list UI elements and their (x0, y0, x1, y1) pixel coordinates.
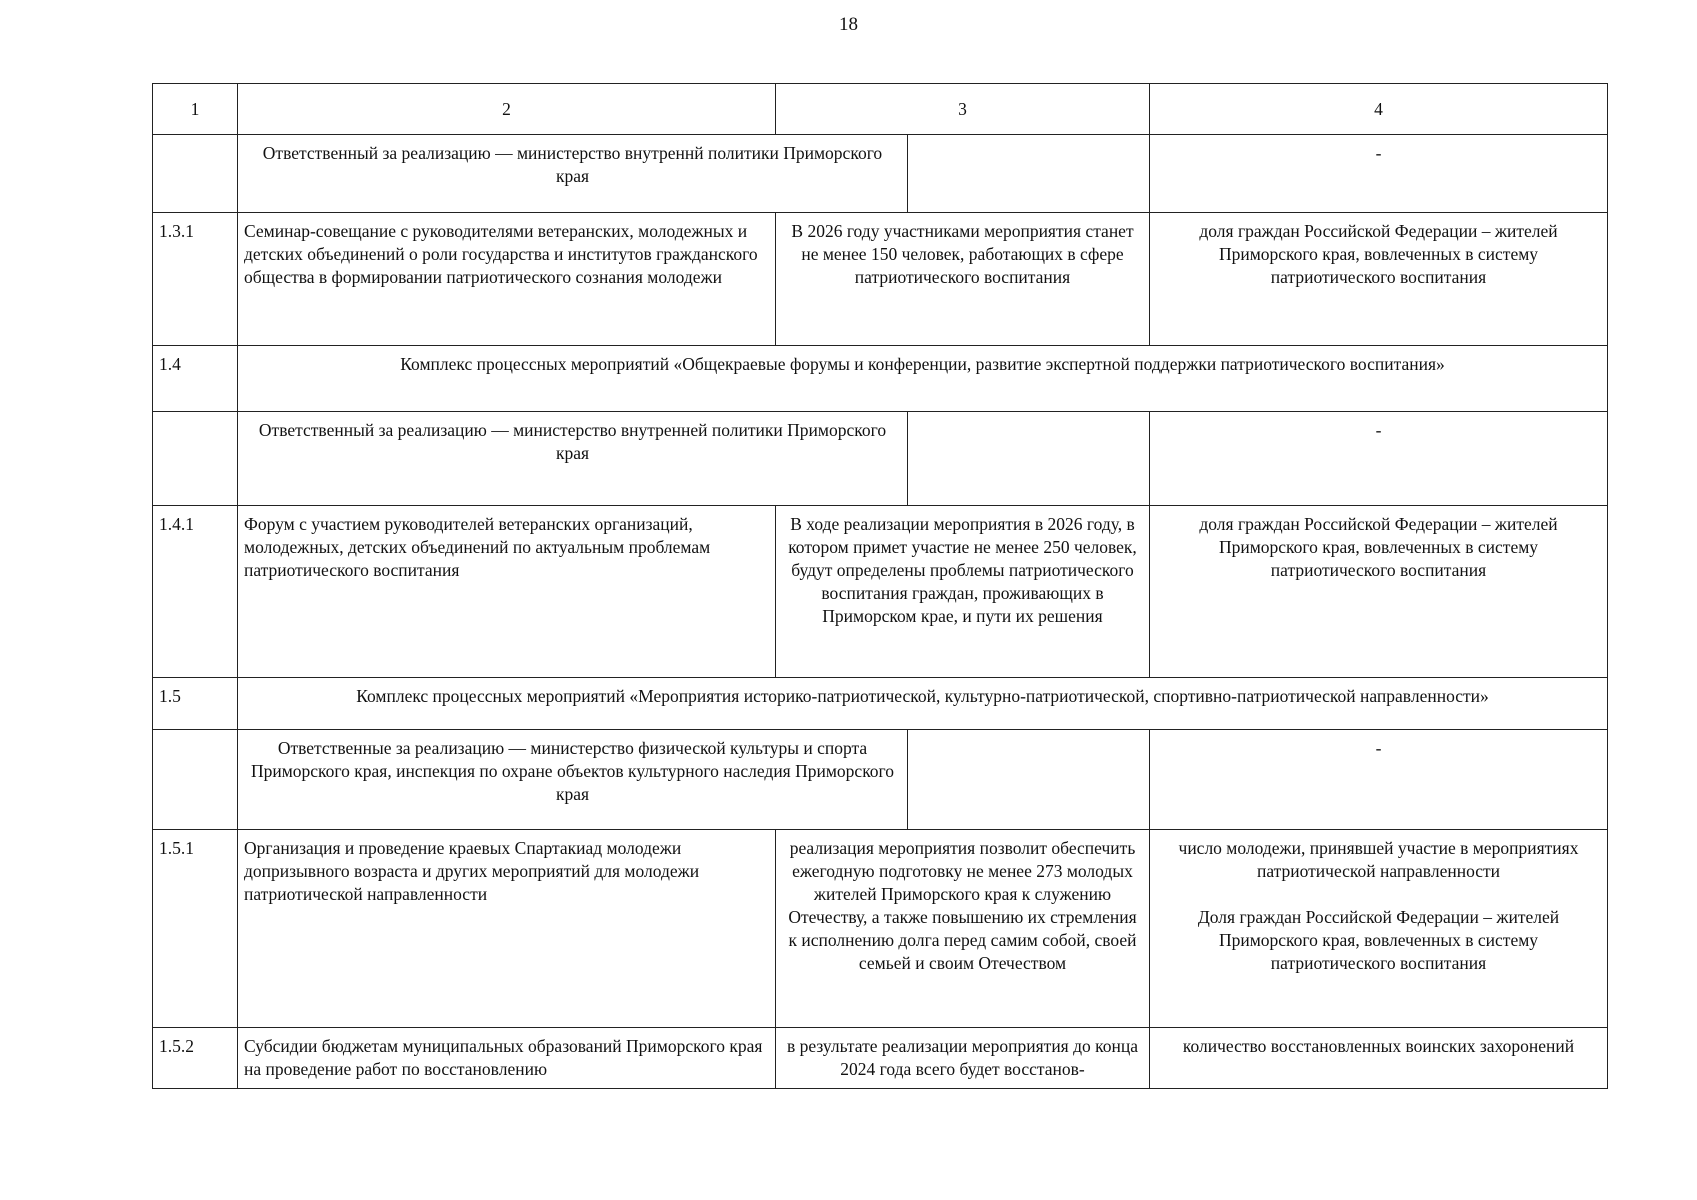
indicator-cell (1150, 830, 1608, 1028)
indicator-text: число молодежи, принявшей участие в мероприятиях патриотической направленности (1178, 838, 1579, 881)
paragraph-gap (1156, 883, 1601, 906)
measure-result: реализация мероприятия позволит обеспечить ежегодную подготовку не менее 273 молодых жителей Приморского края к служению Отечеству, а также повышению их стремления к исполнению долга перед самим собой, своей семьей и своим Отечеством (776, 830, 1150, 1028)
responsible-split (238, 135, 1149, 212)
indicator-text: количество восстановленных воинских захоронений (1182, 1036, 1575, 1056)
responsible-value: - (1150, 412, 1608, 506)
indicator-cell (1150, 1028, 1608, 1089)
item-row (153, 830, 1608, 1028)
indicator-text: доля граждан Российской Федерации – жителей Приморского края, вовлеченных в систему патриотического воспитания (1199, 514, 1558, 580)
indicator-cell (1150, 506, 1608, 678)
responsible-text (238, 730, 1150, 830)
row-number (153, 730, 238, 830)
responsible-value: - (1150, 730, 1608, 830)
section-title: Комплекс процессных мероприятий «Мероприятия историко-патриотической, культурно-патриотической, спортивно-патриотической направленности» (238, 678, 1608, 730)
section-row (153, 346, 1608, 412)
item-row (153, 506, 1608, 678)
measure-name: Организация и проведение краевых Спартакиад молодежи допризывного возраста и других мероприятий для молодежи патриотической направленности (238, 830, 776, 1028)
responsible-row (153, 135, 1608, 213)
row-number: 1.4 (153, 346, 238, 412)
row-number: 1.4.1 (153, 506, 238, 678)
section-row (153, 678, 1608, 730)
row-number: 1.5 (153, 678, 238, 730)
row-number: 1.5.1 (153, 830, 238, 1028)
measure-result: В ходе реализации мероприятия в 2026 году, в котором примет участие не менее 250 человек, будут определены проблемы патриотического воспитания граждан, проживающих в Приморском крае, и пути их решения (776, 506, 1150, 678)
measure-name: Форум с участием руководителей ветеранских организаций, молодежных, детских объединений по актуальным проблемам патриотического воспитания (238, 506, 776, 678)
row-number: 1.3.1 (153, 213, 238, 346)
measures-table (152, 83, 1608, 1089)
responsible-row (153, 412, 1608, 506)
measure-name: Субсидии бюджетам муниципальных образований Приморского края на проведение работ по восстановлению (238, 1028, 776, 1089)
indicator-text: доля граждан Российской Федерации – жителей Приморского края, вовлеченных в систему патриотического воспитания (1199, 221, 1558, 287)
indicator-text: Доля граждан Российской Федерации – жителей Приморского края, вовлеченных в систему патриотического воспитания (1197, 907, 1560, 973)
row-number: 1.5.2 (153, 1028, 238, 1089)
header-cell-3: 3 (776, 84, 1150, 135)
responsible-label: Ответственный за реализацию — министерство внутренней политики Приморского края (238, 412, 908, 505)
header-row (153, 84, 1608, 135)
header-cell-4: 4 (1150, 84, 1608, 135)
responsible-split (238, 412, 1149, 505)
responsible-label: Ответственный за реализацию — министерство внутреннй политики Приморского края (238, 135, 908, 212)
item-row (153, 1028, 1608, 1089)
responsible-text (238, 412, 1150, 506)
indicator-cell (1150, 213, 1608, 346)
row-number (153, 135, 238, 213)
measure-result: в результате реализации мероприятия до конца 2024 года всего будет восстанов- (776, 1028, 1150, 1089)
responsible-value: - (1150, 135, 1608, 213)
responsible-split (238, 730, 1149, 829)
row-number (153, 412, 238, 506)
section-title: Комплекс процессных мероприятий «Общекраевые форумы и конференции, развитие экспертной поддержки патриотического воспитания» (238, 346, 1608, 412)
item-row (153, 213, 1608, 346)
responsible-row (153, 730, 1608, 830)
page-number: 18 (839, 14, 858, 35)
header-cell-1: 1 (153, 84, 238, 135)
responsible-blank (908, 730, 1149, 829)
responsible-blank (908, 135, 1149, 212)
measure-result: В 2026 году участниками мероприятия станет не менее 150 человек, работающих в сфере патриотического воспитания (776, 213, 1150, 346)
responsible-text (238, 135, 1150, 213)
header-cell-2: 2 (238, 84, 776, 135)
measure-name: Семинар-совещание с руководителями ветеранских, молодежных и детских объединений о роли государства и институтов гражданского общества в формировании патриотического сознания молодежи (238, 213, 776, 346)
responsible-blank (908, 412, 1149, 505)
table-body (153, 84, 1608, 1089)
responsible-label: Ответственные за реализацию — министерство физической культуры и спорта Приморского края, инспекция по охране объектов культурного наследия Приморского края (238, 730, 908, 829)
